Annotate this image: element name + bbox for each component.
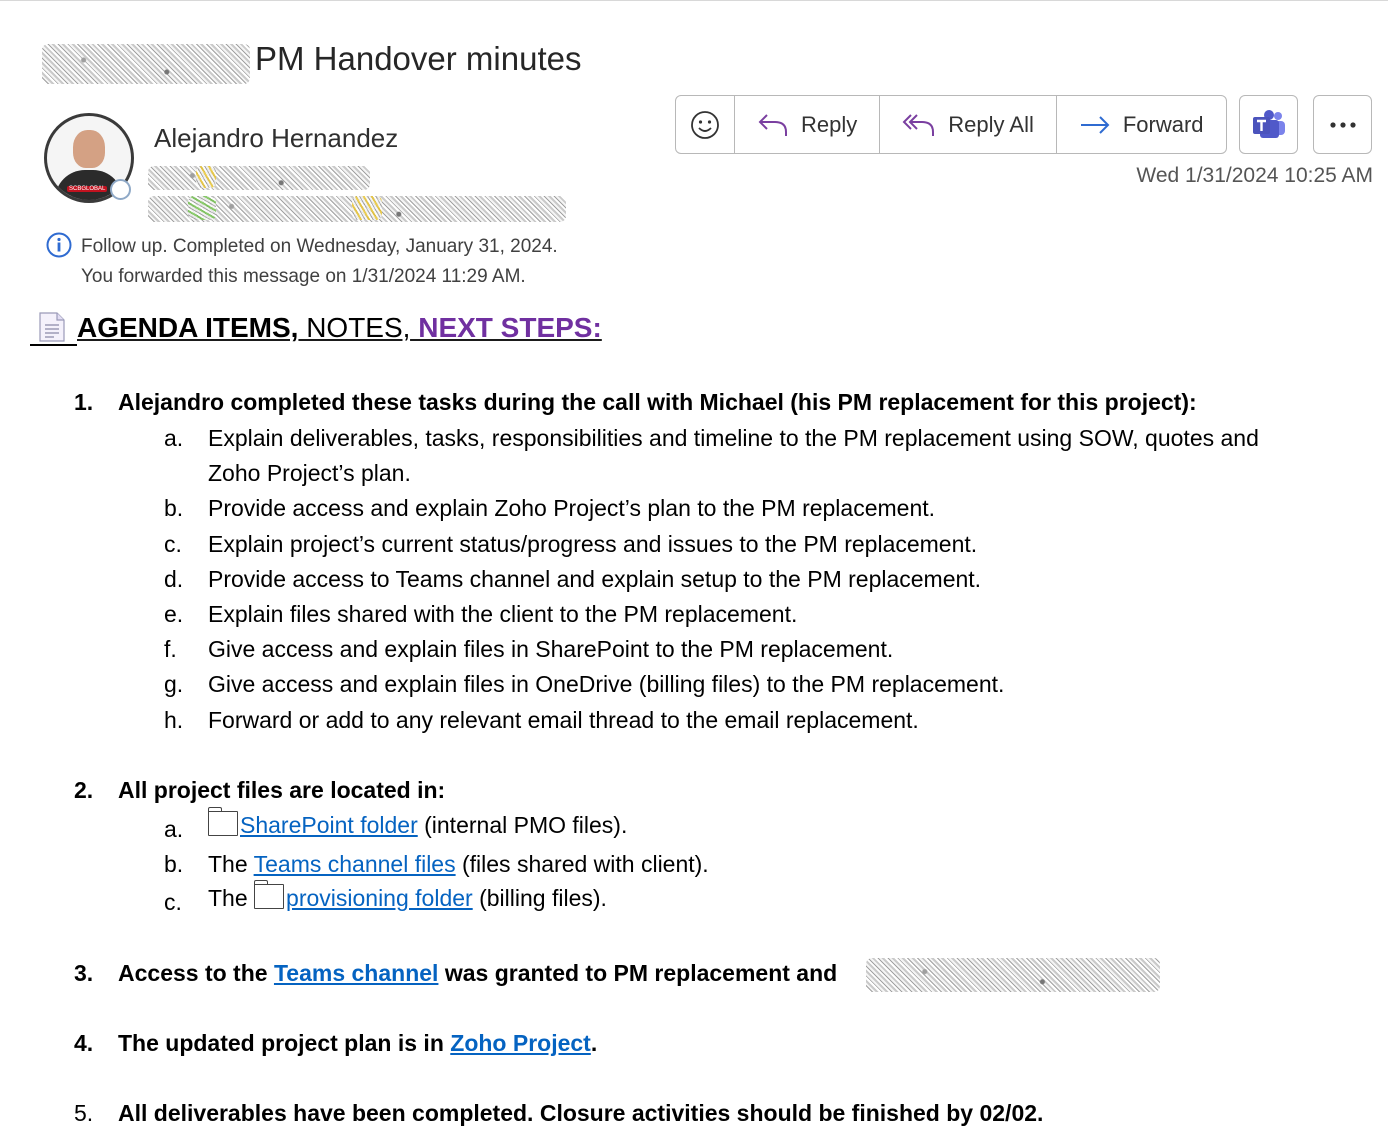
subitem-2a [208,811,627,839]
document-icon [38,312,66,342]
subitem-2c-prefix: The [208,885,255,911]
redacted-recipient-tag [188,196,216,220]
subitem-letter: f. [164,636,177,662]
item-5-text: All deliverables have been completed. Closure activities should be finished by 02/02. [118,1100,1044,1126]
subitem-letter: a. [164,816,184,842]
reply-icon [757,111,789,139]
reply-button[interactable] [735,96,880,153]
subitem-1a-line1: Explain deliverables, tasks, responsibilities and timeline to the PM replacement using SOW, quotes and [208,425,1259,451]
top-divider [0,0,1388,1]
email-subject: PM Handover minutes [255,40,582,77]
teams-channel-files-link[interactable]: Teams channel files [253,851,456,877]
subitem-2b-suffix: (files shared with client). [455,851,709,877]
avatar-badge: SCBGLOBAL [69,186,106,192]
subitem-letter: d. [164,566,184,592]
subitem-letter: h. [164,707,184,733]
subitem-2c [208,884,607,912]
subitem-2a-suffix: (internal PMO files). [417,812,628,838]
sharepoint-folder-link[interactable]: SharePoint folder [240,812,418,838]
subitem-1d: Provide access to Teams channel and explain setup to the PM replacement. [208,566,982,592]
more-icon [1328,121,1358,129]
forwarded-status: You forwarded this message on 1/31/2024 11:29 AM. [81,266,526,287]
redacted-sender-email-tag [196,166,216,188]
info-icon [46,232,72,258]
folder-icon [254,884,284,909]
forward-button[interactable] [1057,96,1226,153]
item-1-text: Alejandro completed these tasks during the call with Michael (his PM replacement for this project): [118,389,1197,415]
subitem-1f: Give access and explain files in SharePoint to the PM replacement. [208,636,894,662]
presence-status-icon [110,179,131,200]
item-3-prefix: Access to the [118,960,274,986]
redacted-sender-email [148,166,370,190]
reply-all-icon [902,111,936,139]
action-bar [675,95,1227,154]
item-number: 5. [74,1100,94,1126]
item-number: 4. [74,1030,94,1056]
heading-notes: NOTES, [298,312,411,343]
subitem-letter: e. [164,601,184,627]
subitem-1g: Give access and explain files in OneDrive (billing files) to the PM replacement. [208,671,1005,697]
reply-label: Reply [801,111,858,137]
subitem-letter: c. [164,531,182,557]
avatar-face [73,130,105,168]
heading-agenda: AGENDA ITEMS, [77,312,299,343]
teams-button[interactable] [1239,95,1298,154]
heading-text [77,312,602,344]
item-4-suffix: . [590,1030,598,1056]
item-number: 2. [74,777,94,803]
item-number: 3. [74,960,94,986]
teams-icon [1252,109,1286,141]
reaction-button[interactable] [676,96,735,153]
subitem-2c-suffix: (billing files). [472,885,607,911]
forward-icon [1079,111,1111,139]
subitem-letter: c. [164,889,182,915]
subitem-letter: b. [164,851,184,877]
subitem-1e: Explain files shared with the client to the PM replacement. [208,601,798,627]
item-number: 1. [74,389,94,415]
subitem-1a-line2: Zoho Project’s plan. [208,460,411,486]
subitem-2b-prefix: The [208,851,254,877]
subitem-1b: Provide access and explain Zoho Project’s plan to the PM replacement. [208,495,936,521]
sender-name[interactable]: Alejandro Hernandez [154,123,399,153]
provisioning-folder-link[interactable]: provisioning folder [286,885,473,911]
heading-underline [30,344,77,346]
redacted-recipient-tag [352,196,382,220]
item-4-prefix: The updated project plan is in [118,1030,451,1056]
subitem-letter: g. [164,671,184,697]
subitem-letter: b. [164,495,184,521]
redacted-subject-prefix [42,44,250,84]
subitem-2b [208,851,709,878]
item-3-text [118,960,837,987]
folder-icon [208,811,238,836]
smiley-icon [690,110,720,140]
heading-next-steps: NEXT STEPS: [410,312,602,343]
subitem-1h: Forward or add to any relevant email thread to the email replacement. [208,707,919,733]
item-4-text [118,1030,597,1057]
more-options-button[interactable] [1313,95,1372,154]
subitem-1c: Explain project’s current status/progress and issues to the PM replacement. [208,531,978,557]
subitem-letter: a. [164,425,184,451]
followup-status: Follow up. Completed on Wednesday, January 31, 2024. [81,236,558,257]
item-3-suffix: was granted to PM replacement and [438,960,838,986]
reply-all-button[interactable] [880,96,1057,153]
email-date: Wed 1/31/2024 10:25 AM [1136,164,1373,187]
zoho-project-link[interactable]: Zoho Project [450,1030,591,1056]
teams-channel-link[interactable]: Teams channel [273,960,439,986]
item-2-text: All project files are located in: [118,777,446,803]
redacted-names [866,958,1160,992]
reply-all-label: Reply All [948,111,1034,137]
forward-label: Forward [1122,111,1204,137]
